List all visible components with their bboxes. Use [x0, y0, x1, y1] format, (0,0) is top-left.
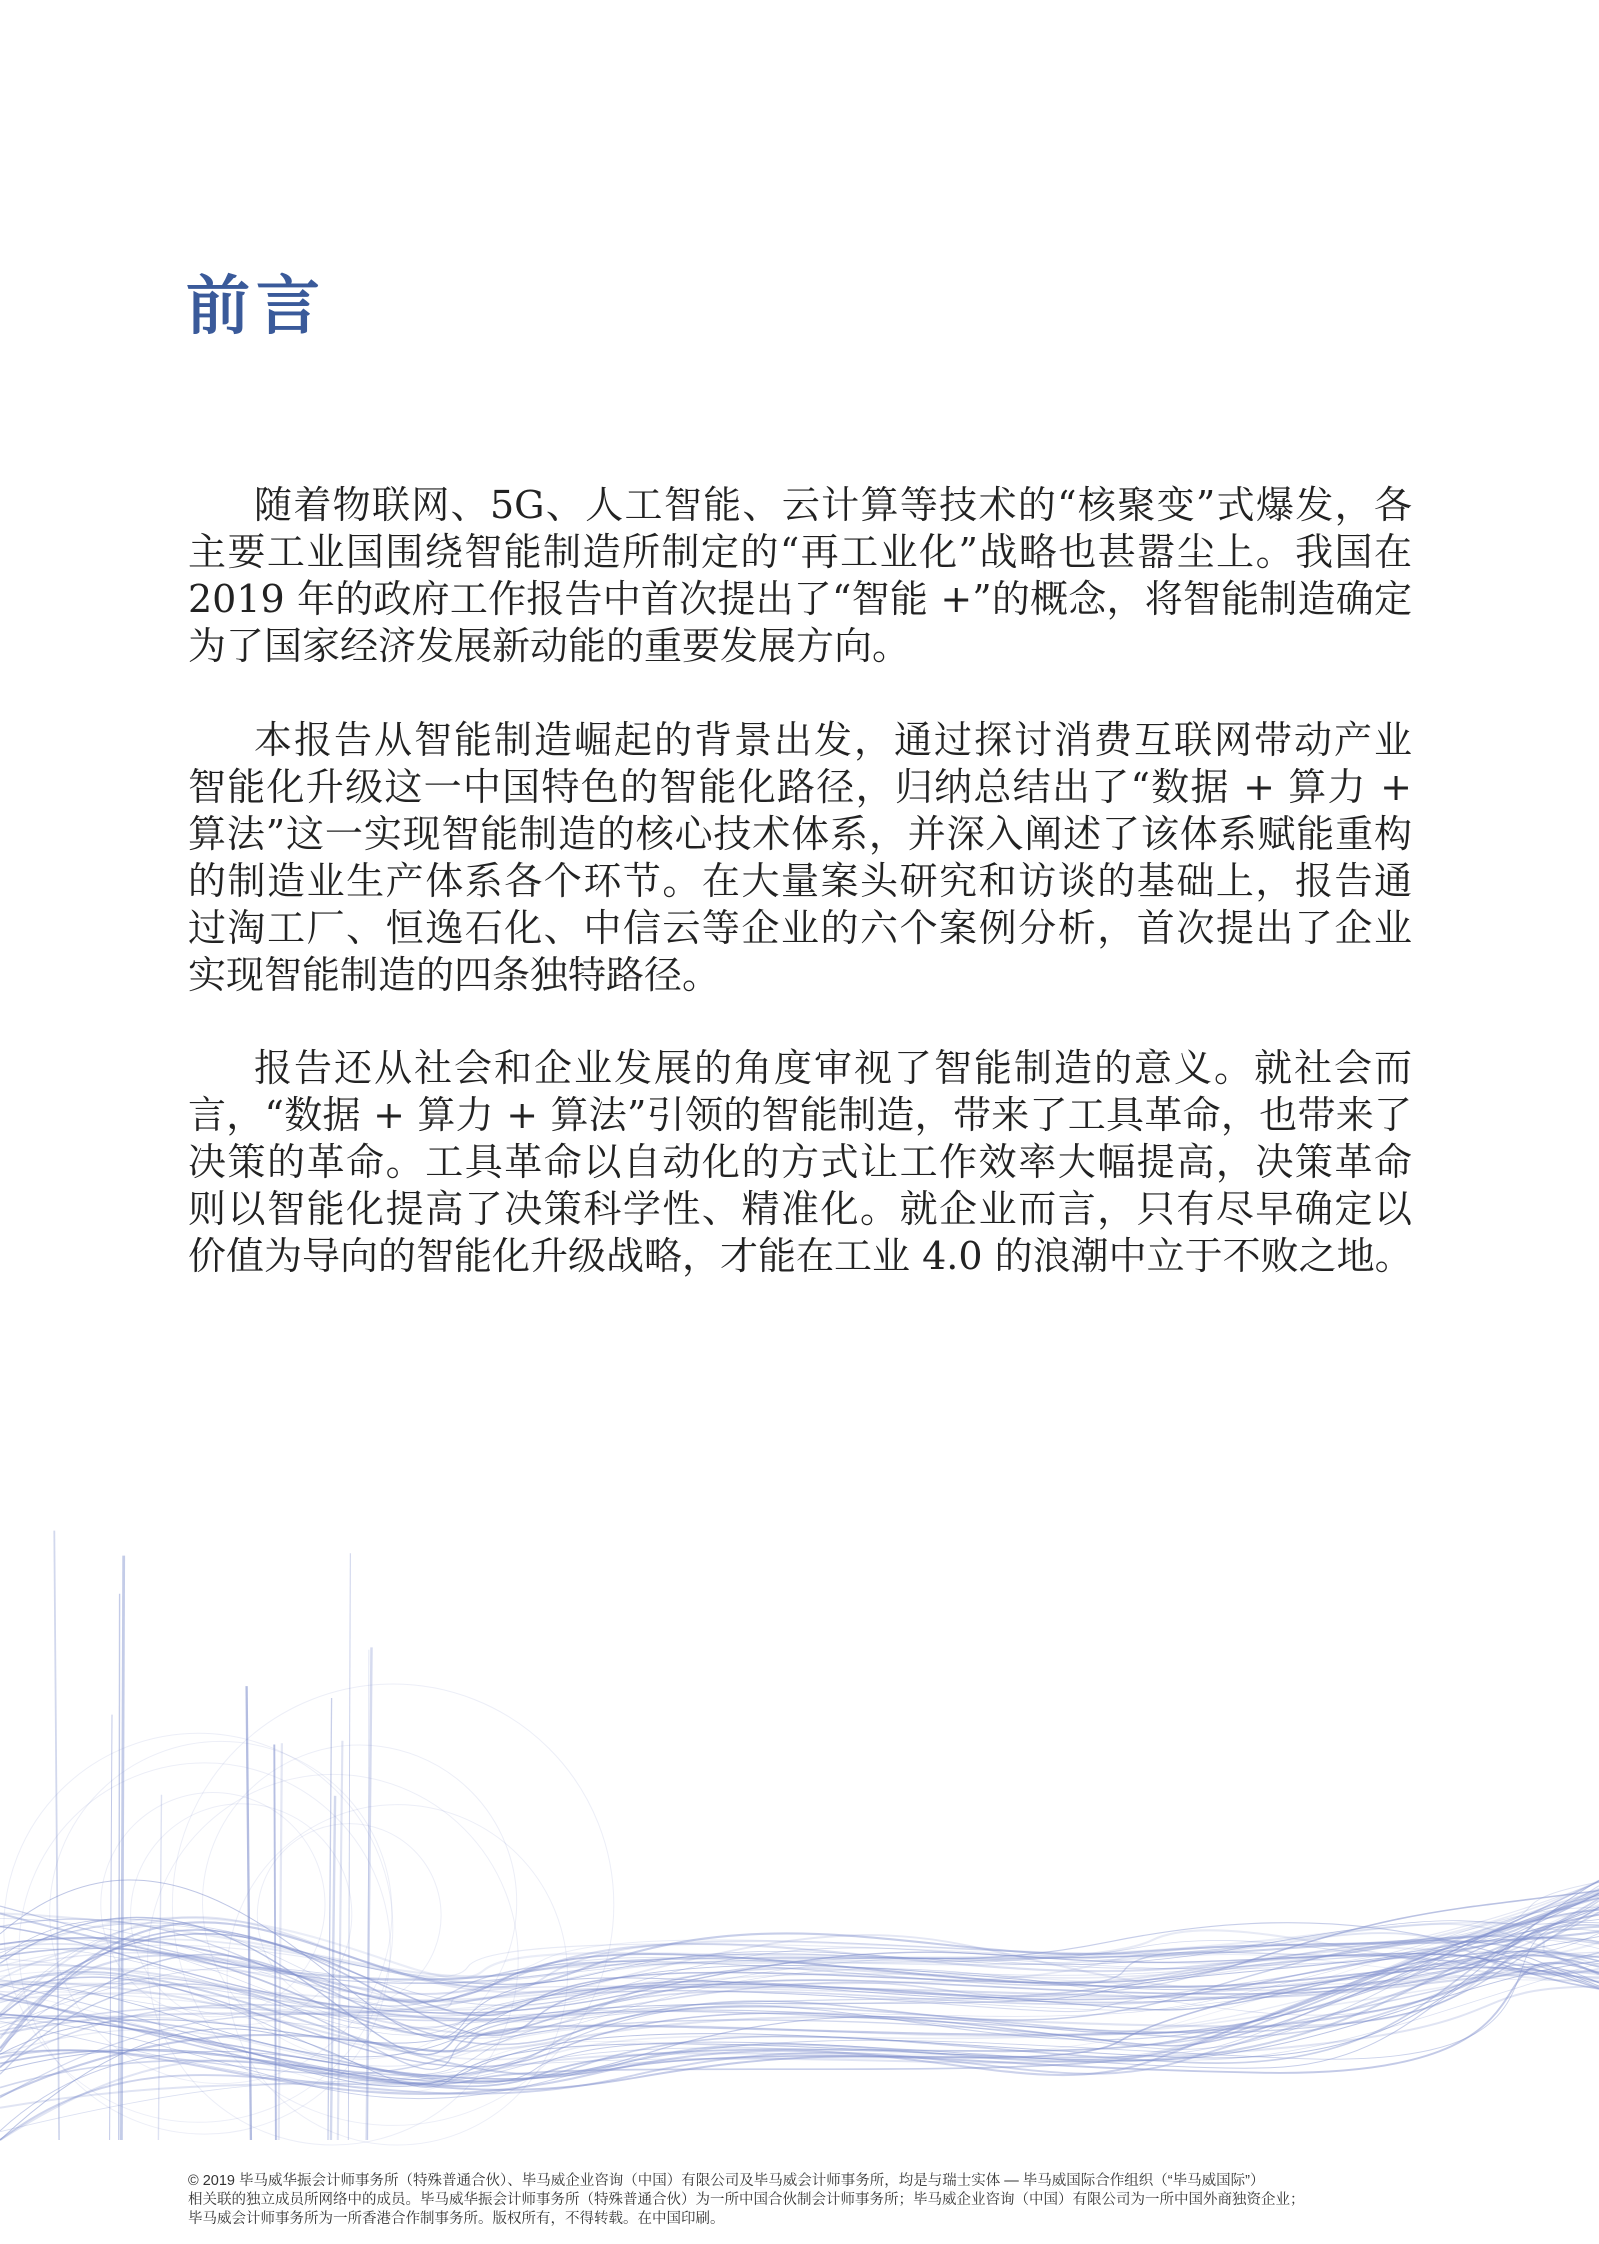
footer-line: 相关联的独立成员所网络中的成员。毕马威华振会计师事务所（特殊普通合伙）为一所中国合伙制会计师事务所；毕马威企业咨询（中国）有限公司为一所中国外商独资企业；: [188, 2192, 1305, 2208]
paragraph-line: 的制造业生产体系各个环节。在大量案头研究和访谈的基础上，报告通: [188, 859, 1412, 903]
footer-line: © 2019 毕马威华振会计师事务所（特殊普通合伙）、毕马威企业咨询（中国）有限公司及毕马威会计师事务所，均是与瑞士实体 — 毕马威国际合作组织（“毕马威国际”）: [188, 2173, 1265, 2189]
paragraph-line: 智能化升级这一中国特色的智能化路径，归纳总结出了“数据 + 算力 +: [188, 765, 1412, 809]
paragraph-1: [188, 482, 1412, 670]
paragraph-line: 报告还从社会和企业发展的角度审视了智能制造的意义。就社会而: [254, 1046, 1412, 1090]
paragraph-2: [188, 717, 1412, 999]
wave-spike: [110, 1715, 112, 2140]
wave-spike: [119, 1594, 120, 2140]
paragraph-line: 算法”这一实现智能制造的核心技术体系，并深入阐述了该体系赋能重构: [188, 812, 1412, 856]
copyright-footer: [188, 2172, 1428, 2229]
paragraph-line: 实现智能制造的四条独特路径。: [188, 953, 721, 997]
footer-line: 毕马威会计师事务所为一所香港合作制事务所。版权所有，不得转载。在中国印刷。: [188, 2211, 725, 2227]
paragraph-line: 随着物联网、5G、人工智能、云计算等技术的“核聚变”式爆发，各: [254, 483, 1412, 527]
paragraph-line: 过淘工厂、恒逸石化、中信云等企业的六个案例分析，首次提出了企业: [188, 906, 1412, 950]
page-title: 前言: [186, 270, 326, 344]
paragraph-line: 决策的革命。工具革命以自动化的方式让工作效率大幅提高，决策革命: [188, 1140, 1412, 1184]
wave-spike: [54, 1531, 59, 2140]
paragraph-line: 主要工业国围绕智能制造所制定的“再工业化”战略也甚嚣尘上。我国在: [188, 530, 1412, 574]
paragraph-3: [188, 1045, 1412, 1280]
wave-arc: [172, 1684, 613, 2125]
decorative-wave-graphic: [0, 1480, 1599, 2160]
paragraph-line: 则以智能化提高了决策科学性、精准化。就企业而言，只有尽早确定以: [188, 1187, 1412, 1231]
paragraph-line: 为了国家经济发展新动能的重要发展方向。: [188, 624, 911, 668]
paragraph-line: 言，“数据 + 算力 + 算法”引领的智能制造，带来了工具革命，也带来了: [188, 1093, 1412, 1137]
paragraph-line: 2019 年的政府工作报告中首次提出了“智能 +”的概念，将智能制造确定: [188, 577, 1412, 621]
paragraph-line: 本报告从智能制造崛起的背景出发，通过探讨消费互联网带动产业: [254, 718, 1412, 762]
paragraph-line: 价值为导向的智能化升级战略，才能在工业 4.0 的浪潮中立于不败之地。: [188, 1234, 1413, 1278]
wave-line: [0, 1898, 1599, 2095]
